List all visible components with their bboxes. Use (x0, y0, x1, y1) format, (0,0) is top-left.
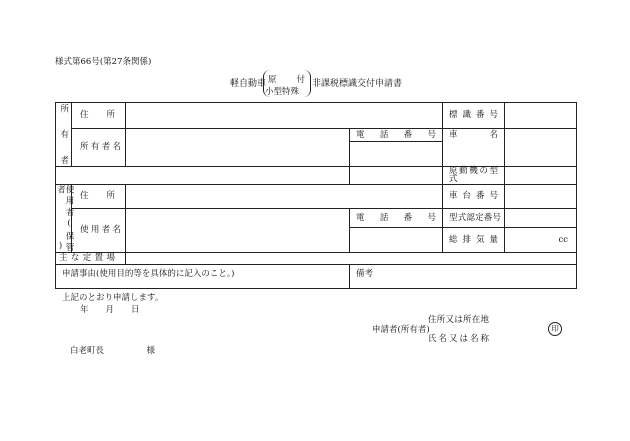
user-group-cell (56, 184, 72, 252)
purpose-label: 申請事由(使用目的等を具体的に記入のこと。) (62, 268, 235, 279)
owner-phone-label-cell (350, 129, 443, 142)
car-name-label: 車 名 (449, 130, 498, 141)
applicant-label: 申請者(所有者) (372, 325, 430, 335)
chassis-number-field[interactable] (505, 184, 577, 208)
user-name-field[interactable] (126, 209, 350, 252)
addressee: 白老町長 様 (70, 346, 156, 356)
owner-name-label: 所有者名 (80, 142, 121, 153)
type-approval-field[interactable] (505, 209, 577, 228)
owner-address-field[interactable] (126, 103, 443, 129)
owner-phone-field[interactable] (350, 142, 443, 166)
title-bracket-bottom: 小型特殊 (265, 87, 300, 97)
owner-address-label: 住 所 (80, 110, 115, 121)
displacement-label-cell (443, 228, 505, 252)
engine-model-field[interactable] (505, 166, 577, 184)
car-name-field[interactable] (505, 129, 577, 166)
title-bracket-top: 原 付 (268, 75, 305, 85)
owner-phone-label: 電 話 番 号 (356, 130, 436, 141)
user-name-label: 使用者名 (80, 225, 121, 236)
application-table (55, 102, 577, 289)
storage-place-field[interactable] (126, 252, 577, 264)
owner-name-label-cell (72, 129, 126, 166)
chassis-number-label-cell (443, 184, 505, 208)
displacement-unit: cc (558, 234, 568, 245)
owner-group-label: 所有者 (58, 104, 69, 165)
blank-row (56, 166, 350, 184)
user-phone-label: 電 話 番 号 (356, 212, 436, 223)
statement: 上記のとおり申請します。 (62, 293, 164, 303)
displacement-label: 総排気量 (449, 234, 498, 245)
address-label: 住所又は所在地 (428, 315, 489, 325)
owner-address-label-cell (72, 103, 126, 129)
form-number: 様式第66号(第27条関係) (55, 57, 152, 67)
title-prefix: 軽自動車 (230, 79, 267, 89)
date-line: 年 月 日 (80, 305, 140, 315)
seal-mark: 印 (548, 322, 562, 336)
chassis-number-label: 車台番号 (449, 191, 498, 202)
user-group-label: 使用者(保管者) (55, 185, 74, 252)
user-name-label-cell (72, 209, 126, 252)
displacement-field[interactable] (505, 228, 577, 252)
user-address-field[interactable] (126, 184, 443, 208)
title-suffix: 非課税標識交付申請書 (312, 79, 403, 89)
remarks-label: 備考 (356, 268, 374, 279)
owner-group-cell (56, 103, 72, 167)
storage-place-label: 主な定置場 (59, 252, 115, 263)
user-address-label-cell (72, 184, 126, 208)
plate-number-label: 標識番号 (449, 110, 498, 121)
name-label: 氏名又は名称 (428, 334, 489, 344)
type-approval-label-cell (443, 209, 505, 228)
purpose-field[interactable] (56, 264, 350, 288)
car-name-label-cell (443, 129, 505, 166)
owner-name-field[interactable] (126, 129, 350, 166)
user-phone-label-cell (350, 209, 443, 228)
remarks-field[interactable] (350, 264, 577, 288)
user-phone-field[interactable] (350, 228, 443, 252)
plate-number-field[interactable] (505, 103, 577, 129)
engine-model-label: 原動機の型式 (449, 165, 498, 185)
engine-model-label-cell (443, 166, 505, 184)
plate-number-label-cell (443, 103, 505, 129)
storage-place-label-cell (56, 252, 126, 264)
type-approval-label: 型式認定番号 (449, 212, 501, 223)
user-address-label: 住 所 (80, 191, 115, 202)
